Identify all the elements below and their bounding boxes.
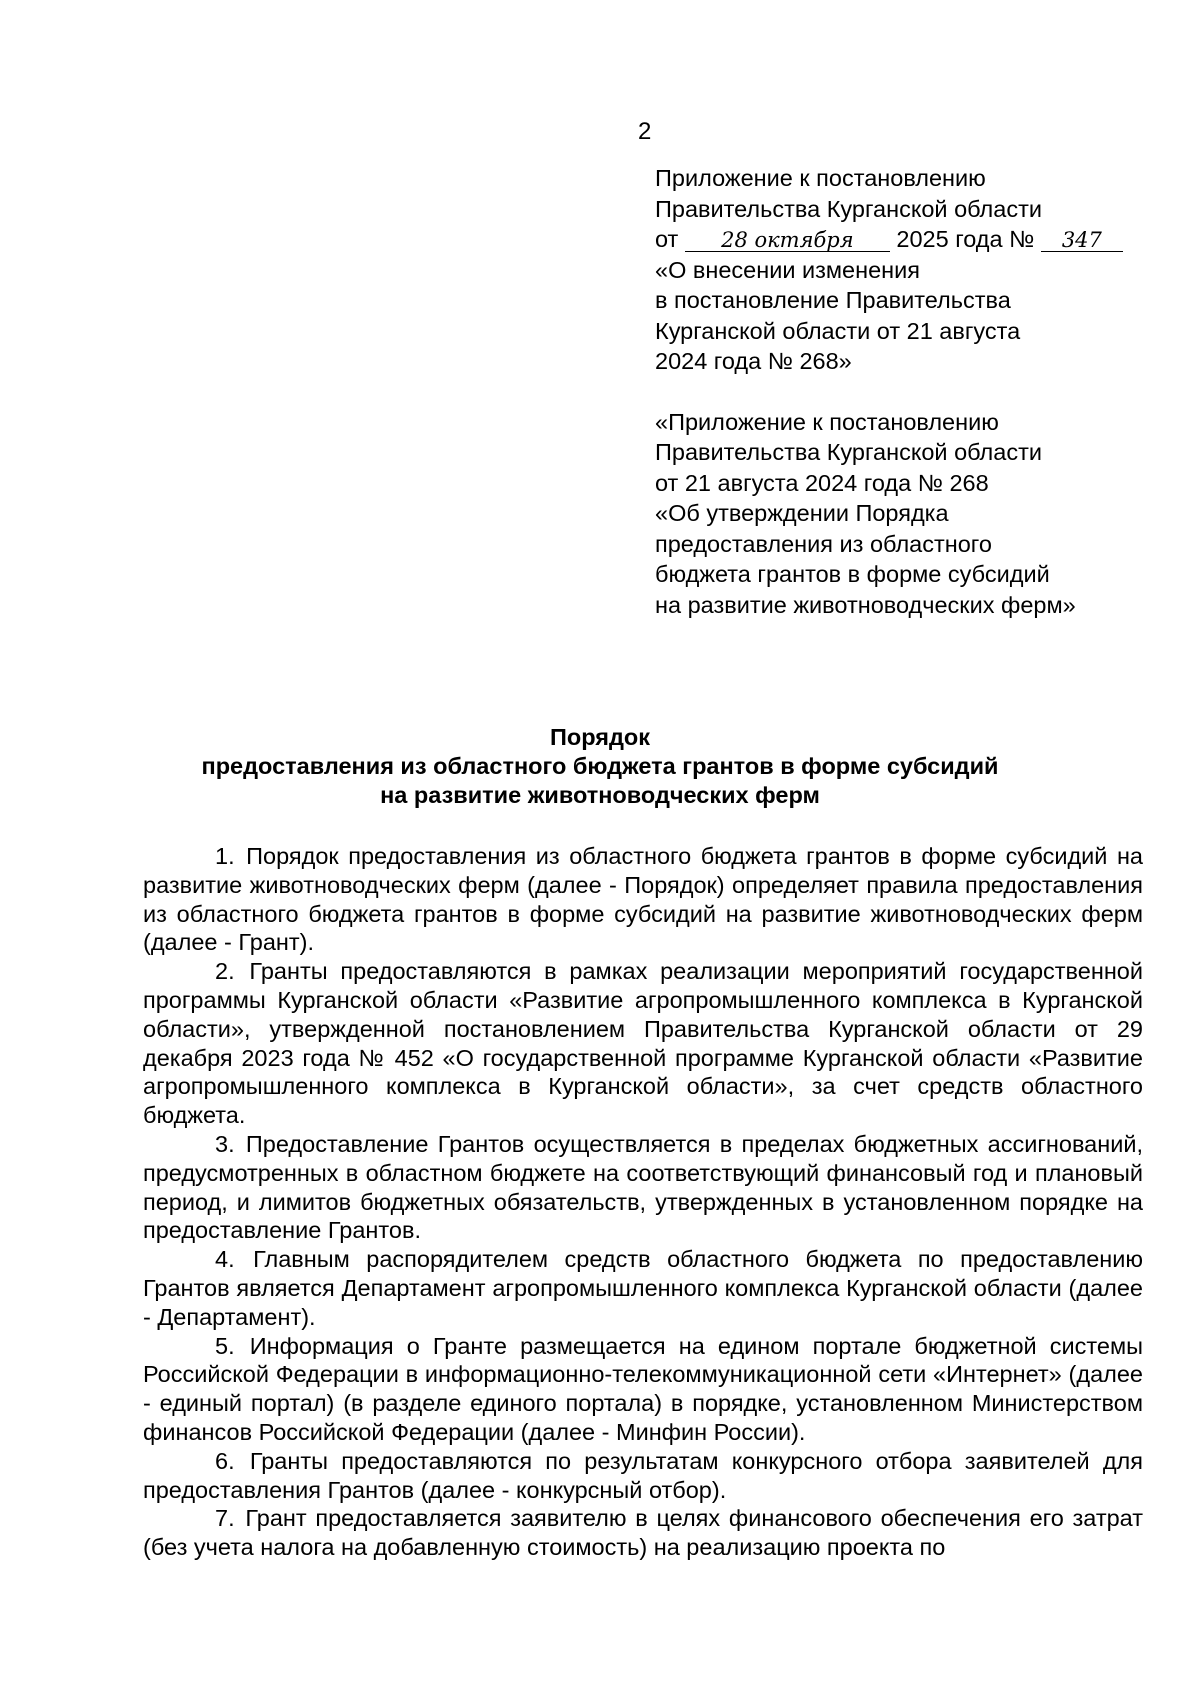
title-line: на развитие животноводческих ферм <box>380 782 820 808</box>
header-line: «Об утверждении Порядка <box>655 500 949 526</box>
header-date-line <box>655 224 1155 255</box>
paragraph-text: Предоставление Грантов осуществляется в пределах бюджетных ассигнований, предусмотренных в областном бюджете на соответствующий финансовый год и плановый период, и лимитов бюджетных обязательств, утвержденных в установленном порядке на предоставление Грантов. <box>143 1130 1143 1244</box>
header-line: Курганской области от 21 августа <box>655 317 1021 344</box>
paragraph-3 <box>143 1130 1143 1245</box>
paragraph-number: 3. <box>215 1130 235 1157</box>
paragraph-text: Главным распорядителем средств областного бюджета по предоставлению Грантов является Департамент агропромышленного комплекса Курганской области (далее - Департамент). <box>143 1246 1144 1330</box>
header-line: Приложение к постановлению <box>655 165 986 191</box>
header-line: предоставления из областного <box>655 530 992 557</box>
handwritten-number: 347 <box>1041 229 1123 252</box>
header-line: в постановление Правительства <box>655 287 1011 313</box>
header-line: от 21 августа 2024 года № 268 <box>655 469 989 496</box>
document-title <box>0 723 1200 810</box>
paragraph-number: 7. <box>215 1505 235 1532</box>
paragraph-5 <box>143 1332 1143 1447</box>
header-line: 2024 года № 268» <box>655 348 852 374</box>
paragraph-number: 6. <box>215 1447 235 1474</box>
paragraph-text: Гранты предоставляются по результатам конкурсного отбора заявителей для предоставления Грантов (далее - конкурсный отбор). <box>143 1447 1143 1503</box>
paragraph-number: 1. <box>215 843 235 869</box>
paragraph-number: 5. <box>215 1332 235 1359</box>
title-line: предоставления из областного бюджета грантов в форме субсидий <box>201 753 999 779</box>
paragraph-number: 2. <box>215 958 235 985</box>
paragraph-1 <box>143 842 1143 957</box>
paragraph-7 <box>143 1504 1143 1562</box>
header-line: на развитие животноводческих ферм» <box>655 591 1076 618</box>
paragraph-text: Гранты предоставляются в рамках реализации мероприятий государственной программы Курганской области «Развитие агропромышленного комплекса в Курганской области», утвержденной постановлением Правительства Курганской области от 29 декабря 2023 года № 452 «О государственной программе Курганской области «Развитие агропромышленного комплекса в Курганской области», за счет средств областного бюджета. <box>143 958 1144 1129</box>
header-line: Правительства Курганской области <box>655 439 1042 465</box>
header-line: бюджета грантов в форме субсидий <box>655 561 1050 587</box>
header-line: Правительства Курганской области <box>655 195 1042 222</box>
title-line: Порядок <box>549 724 651 750</box>
paragraph-2 <box>143 957 1143 1130</box>
handwritten-date: 28 октября <box>685 229 890 252</box>
header-line: «О внесении изменения <box>655 256 920 283</box>
date-prefix: от <box>655 226 679 252</box>
appendix-header <box>655 163 1155 620</box>
header-line: «Приложение к постановлению <box>655 408 999 435</box>
page-number: 2 <box>638 118 652 145</box>
paragraph-6 <box>143 1447 1143 1505</box>
paragraph-text: Порядок предоставления из областного бюджета грантов в форме субсидий на развитие животноводческих ферм (далее - Порядок) определяет правила предоставления из областного бюджета грантов в форме субсидий на развитие животноводческих ферм (далее - Грант). <box>143 843 1143 956</box>
paragraph-number: 4. <box>215 1246 235 1273</box>
date-suffix: 2025 года № <box>896 226 1035 252</box>
document-body <box>143 842 1143 1562</box>
paragraph-4 <box>143 1245 1143 1331</box>
paragraph-text: Информация о Гранте размещается на едином портале бюджетной системы Российской Федерации в информационно-телекоммуникационной сети «Интернет» (далее - единый портал) (в разделе единого портала) в порядке, установленном Министерством финансов Российской Федерации (далее - Минфин России). <box>143 1332 1143 1445</box>
paragraph-text: Грант предоставляется заявителю в целях финансового обеспечения его затрат (без учета налога на добавленную стоимость) на реализацию проекта по <box>143 1505 1144 1561</box>
